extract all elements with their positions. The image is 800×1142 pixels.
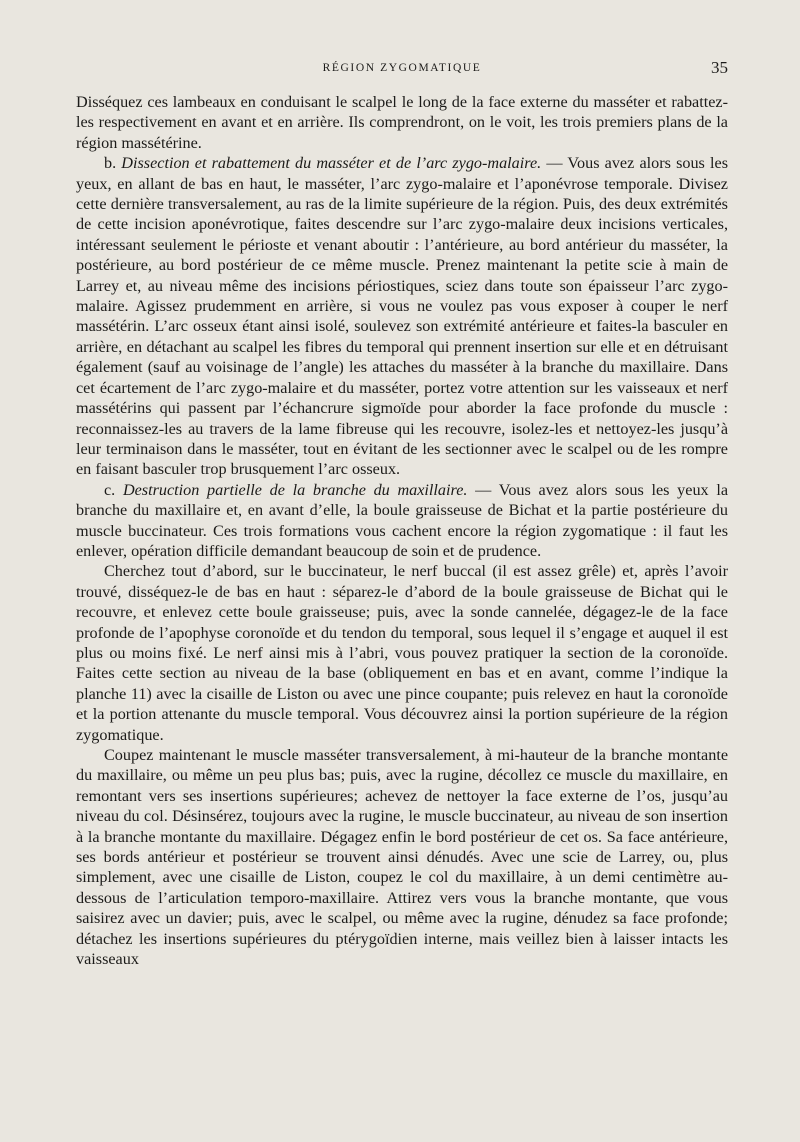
section-label: b. (104, 154, 117, 173)
paragraph-text: — Vous avez alors sous les yeux la branche du maxillaire et, en avant d’elle, la boule graisseuse de Bichat et la partie postérieure du muscle buccinateur. Ces trois formations vous cachent encore la région zygomatique : il faut les enlever, opération difficile demandant beaucoup de soin et de prudence. (76, 480, 729, 560)
paragraph-section-masseter (76, 745, 728, 969)
paragraph-nerf-buccal (76, 561, 728, 745)
paragraph-text: — Vous avez alors sous les yeux, en allant de bas en haut, le masséter, l’arc zygo-malaire et l’aponévrose temporale. Divisez cette dernière transversalement, au ras de la limite supérieure de la région. Puis, des deux extrémités de cette incision aponévrotique, faites descendre sur l’arc zygo-malaire deux incisions verticales, intéressant seulement le périoste et venant aboutir : l’antérieure, au bord antérieur du masséter, la postérieure, au bord postérieur de ce même muscle. Prenez maintenant la petite scie à main de Larrey et, au niveau même des incisions périostiques, sciez dans toute son épaisseur l’arc zygo-malaire. Agissez prudemment en arrière, si vous ne voulez pas vous exposer à couper le nerf massétérin. L’arc osseux étant ainsi isolé, soulevez son extrémité antérieure et faites-la basculer en arrière, en détachant au scalpel les fibres du temporal qui prennent insertion sur elle et en détruisant également (sauf au voisinage de l’angle) les attaches du masséter à la branche du maxillaire. Dans cet écartement de l’arc zygo-malaire et du masséter, portez votre attention sur les vaisseaux et nerf massétérins qui passent par l’échancrure sigmoïde pour aborder la face profonde du muscle : reconnaissez-les au travers de la lame fibreuse qui les recouvre, isolez-les et nettoyez-les jusqu’à leur terminaison dans le masséter, tout en évitant de les sectionner avec le scalpel ou de les rompre en faisant basculer trop brusquement l’arc osseux. (76, 154, 728, 479)
paragraph-section-b (76, 153, 728, 480)
page-header (76, 58, 728, 92)
body-text (76, 92, 728, 969)
section-label: c. (104, 480, 116, 499)
paragraph-text: Coupez maintenant le muscle masséter transversalement, à mi-hauteur de la branche montante du maxillaire, ou même un peu plus bas; puis, avec la rugine, décollez ce muscle du maxillaire, en remontant vers ses insertions supérieures; achevez de nettoyer la face externe de l’os, jusqu’au niveau du col. Désinsérez, toujours avec la rugine, le muscle buccinateur, au niveau de son insertion à la branche montante du maxillaire. Dégagez enfin le bord postérieur de cet os. Sa face antérieure, ses bords antérieur et postérieur se trouvent ainsi dénudés. Avec une scie de Larrey, ou, plus simplement, avec une cisaille de Liston, coupez le col du maxillaire, à un demi centimètre au-dessous de l’articulation temporo-maxillaire. Attirez vers vous la branche montante, que vous saisirez avec un davier; puis, avec le scalpel, ou même avec la rugine, dénudez sa face profonde; détachez les insertions supérieures du ptérygoïdien interne, mais veillez bien à laisser intacts les vaisseaux (76, 746, 728, 969)
paragraph-section-c (76, 480, 728, 562)
page-number: 35 (711, 58, 728, 77)
paragraph-dissection-lambeaux (76, 92, 728, 153)
running-title: RÉGION ZYGOMATIQUE (322, 62, 482, 74)
section-title: Destruction partielle de la branche du maxillaire. (122, 480, 468, 499)
paragraph-text: Cherchez tout d’abord, sur le buccinateur, le nerf buccal (il est assez grêle) et, après l’avoir trouvé, disséquez-le de bas en haut : séparez-le d’abord de la boule graisseuse de Bichat qui le recouvre, et enlevez cette boule graisseuse; puis, avec la sonde cannelée, dégagez-le de la face profonde de l’apophyse coronoïde et du tendon du temporal, sous lequel il s’engage et auquel il est plus ou moins fixé. Le nerf ainsi mis à l’abri, vous pouvez pratiquer la section de la coronoïde. Faites cette section au niveau de la base (obliquement en bas et en avant, comme l’indique la planche 11) avec la cisaille de Liston ou avec une pince coupante; puis relevez en haut la coronoïde et la portion attenante du muscle temporal. Vous découvrez ainsi la portion supérieure de la région zygomatique. (76, 562, 728, 744)
section-title: Dissection et rabattement du masséter et de l’arc zygo-malaire. (121, 154, 542, 173)
paragraph-text: Disséquez ces lambeaux en conduisant le scalpel le long de la face externe du masséter et rabattez-les respectivement en avant et en arrière. Ils comprendront, on le voit, les trois premiers plans de la région massétérine. (76, 93, 728, 152)
